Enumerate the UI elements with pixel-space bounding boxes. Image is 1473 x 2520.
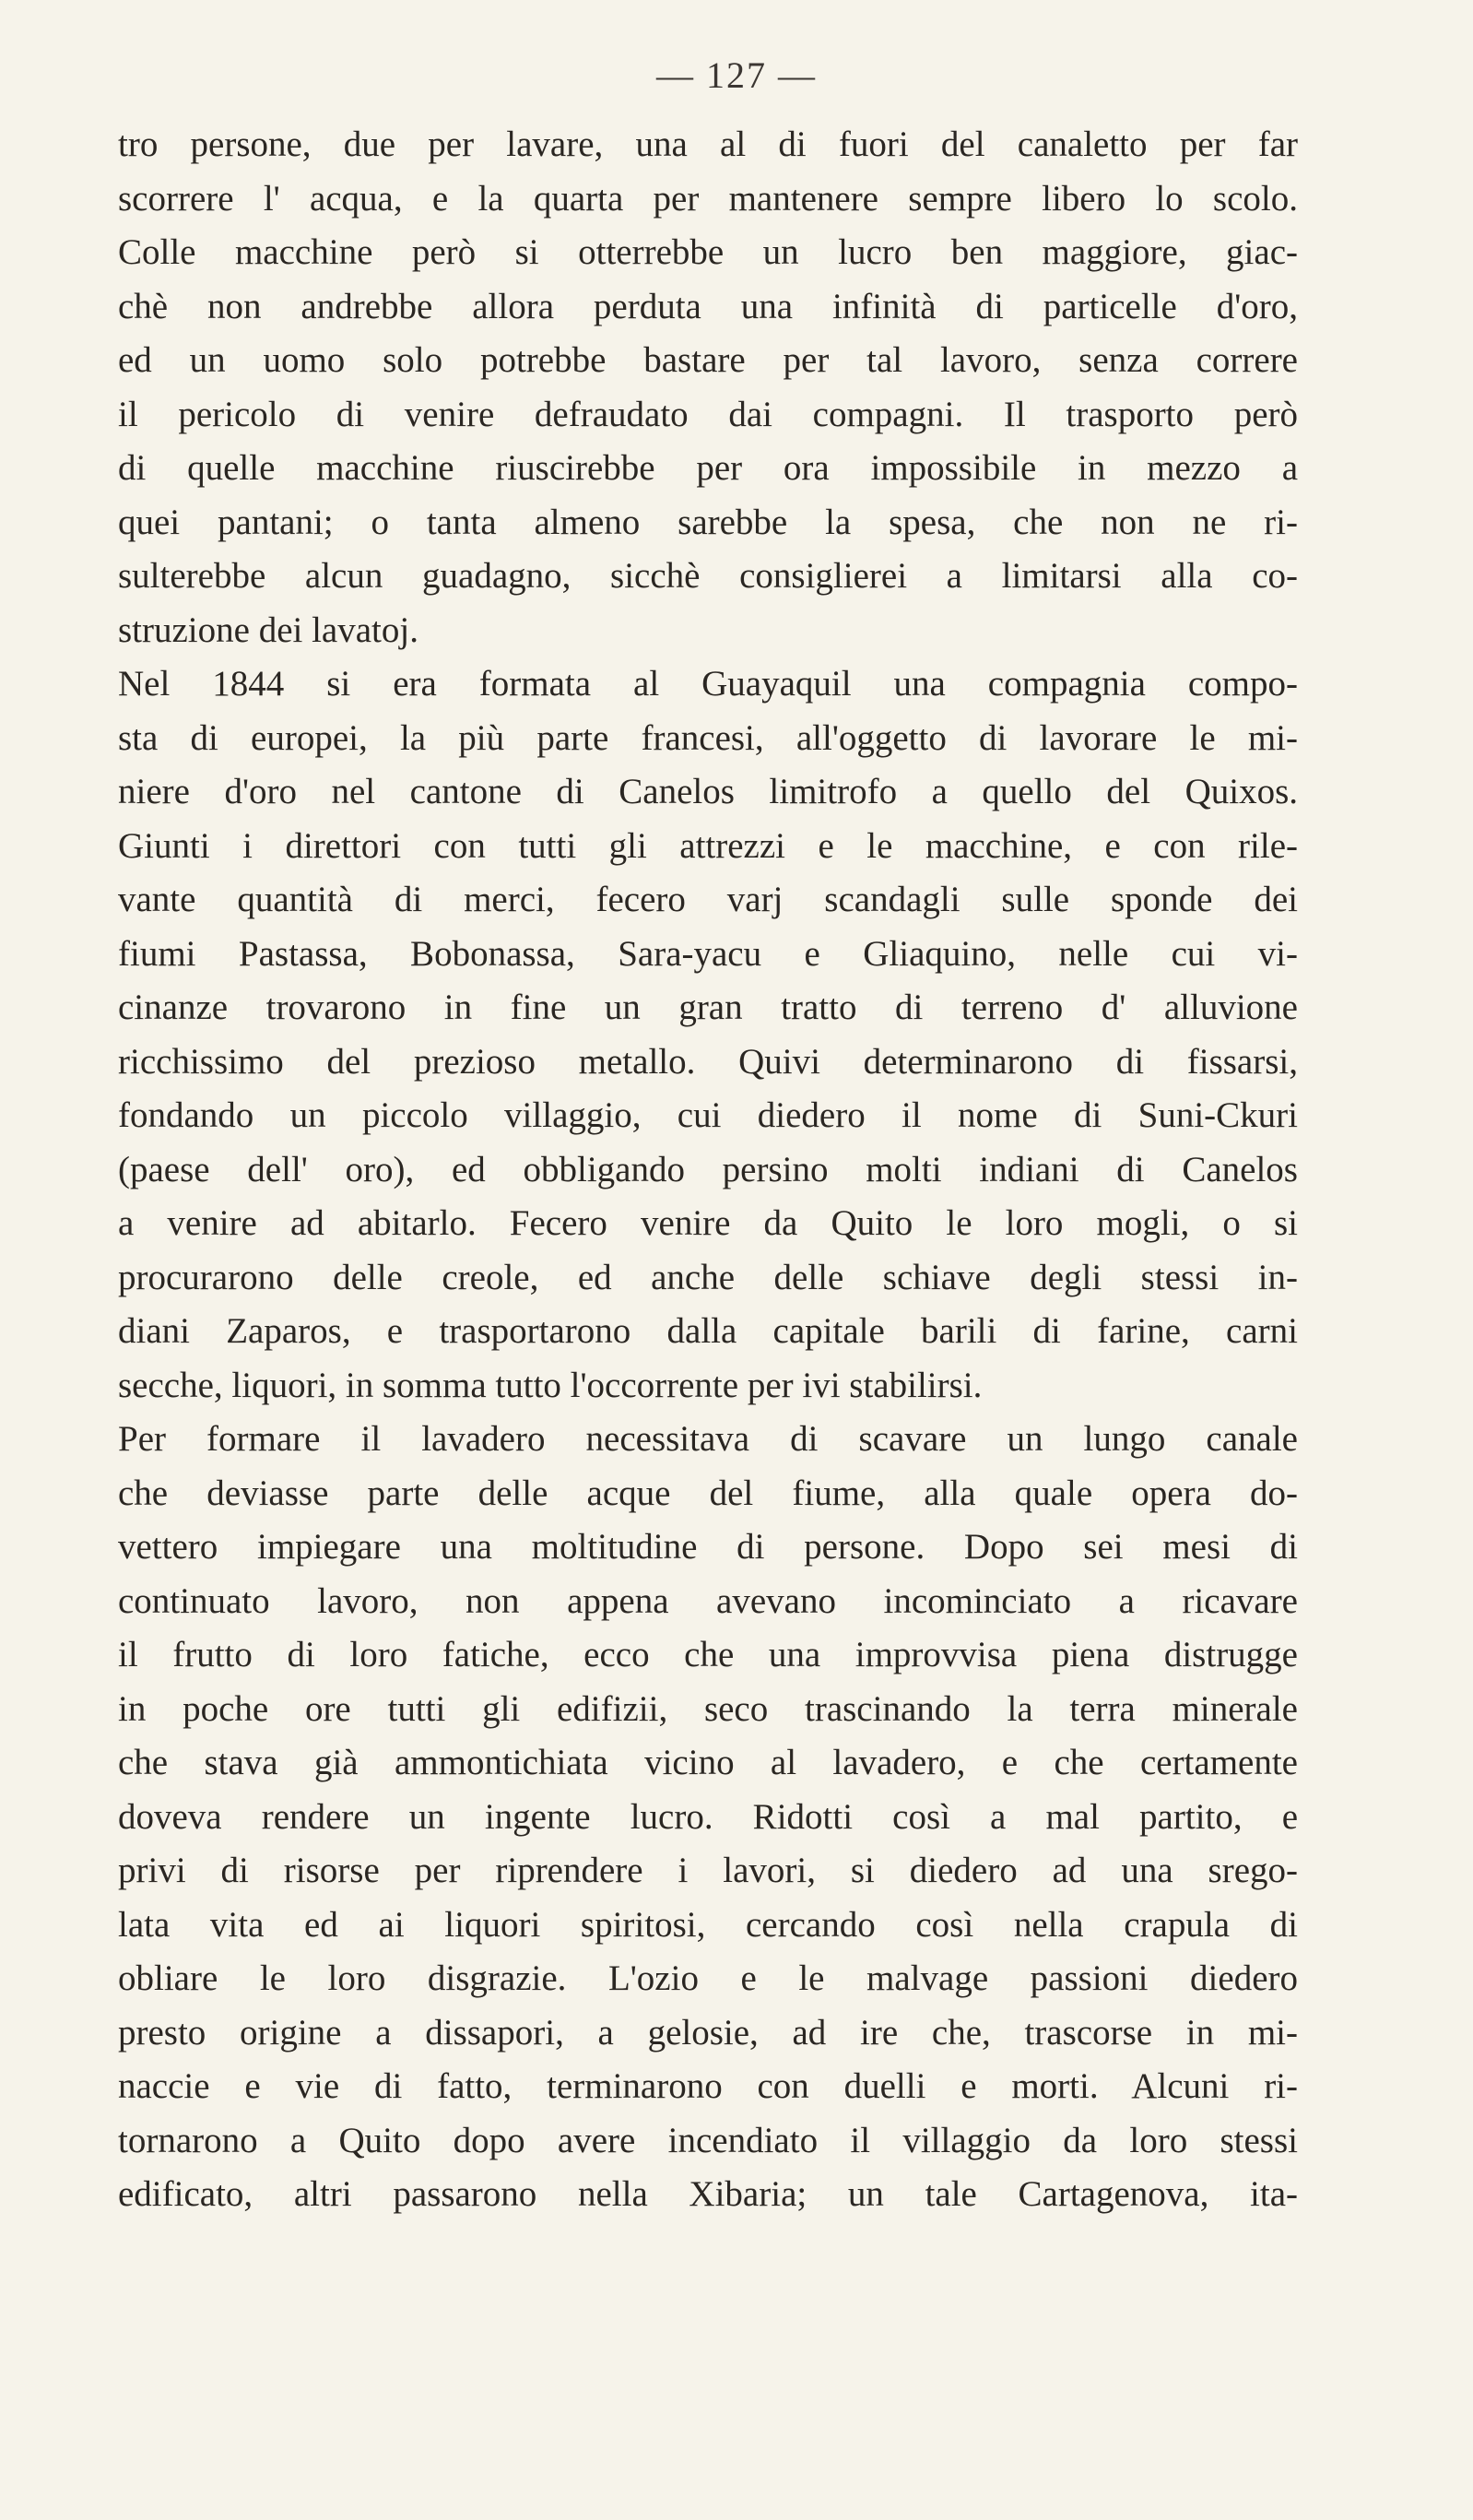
text-line: edificato, altri passarono nella Xibaria; un tale Cartagenova, ita- xyxy=(118,2174,1298,2214)
text-line: ricchissimo del prezioso metallo. Quivi determinarono di fissarsi, xyxy=(118,1041,1298,1082)
text-line: il pericolo di venire defraudato dai compagni. Il trasporto però xyxy=(118,394,1298,434)
text-line: che deviasse parte delle acque del fiume, alla quale opera do- xyxy=(118,1473,1298,1513)
paragraph-2 xyxy=(118,657,1298,1413)
text-line: fondando un piccolo villaggio, cui diedero il nome di Suni-Ckuri xyxy=(118,1095,1298,1135)
text-line: quei pantani; o tanta almeno sarebbe la spesa, che non ne ri- xyxy=(118,502,1298,542)
text-line: doveva rendere un ingente lucro. Ridotti così a mal partito, e xyxy=(118,1796,1298,1837)
body-text xyxy=(118,118,1298,2222)
text-line: sulterebbe alcun guadagno, sicchè consiglierei a limitarsi alla co- xyxy=(118,556,1298,596)
text-line: ed un uomo solo potrebbe bastare per tal lavoro, senza correre xyxy=(118,340,1298,380)
paragraph-1 xyxy=(118,118,1298,657)
text-line: procurarono delle creole, ed anche delle schiave degli stessi in- xyxy=(118,1257,1298,1297)
paragraph-3 xyxy=(118,1413,1298,2222)
text-line: lata vita ed ai liquori spiritosi, cercando così nella crapula di xyxy=(118,1904,1298,1945)
text-line: secche, liquori, in somma tutto l'occorrente per ivi stabilirsi. xyxy=(118,1365,983,1405)
text-line: a venire ad abitarlo. Fecero venire da Quito le loro mogli, o si xyxy=(118,1203,1298,1243)
text-line: chè non andrebbe allora perduta una infinità di particelle d'oro, xyxy=(118,286,1298,326)
text-line: vante quantità di merci, fecero varj scandagli sulle sponde dei xyxy=(118,880,1298,919)
text-line: vettero impiegare una moltitudine di persone. Dopo sei mesi di xyxy=(118,1527,1298,1567)
text-line: Per formare il lavadero necessitava di scavare un lungo canale xyxy=(118,1419,1298,1459)
text-line: di quelle macchine riuscirebbe per ora impossibile in mezzo a xyxy=(118,448,1298,488)
text-line: struzione dei lavatoj. xyxy=(118,609,418,650)
text-line: tro persone, due per lavare, una al di fuori del canaletto per far xyxy=(118,124,1298,164)
text-line: il frutto di loro fatiche, ecco che una improvvisa piena distrugge xyxy=(118,1635,1298,1674)
text-line: continuato lavoro, non appena avevano incominciato a ricavare xyxy=(118,1580,1298,1621)
text-line: cinanze trovarono in fine un gran tratto di terreno d' alluvione xyxy=(118,988,1298,1027)
text-line: fiumi Pastassa, Bobonassa, Sara-yacu e Gliaquino, nelle cui vi- xyxy=(118,933,1298,974)
page-number: — 127 — xyxy=(656,54,817,96)
text-line: tornarono a Quito dopo avere incendiato il villaggio da loro stessi xyxy=(118,2120,1298,2160)
text-line: Colle macchine però si otterrebbe un lucro ben maggiore, giac- xyxy=(118,232,1298,272)
text-line: obliare le loro disgrazie. L'ozio e le malvage passioni diedero xyxy=(118,1958,1298,1998)
text-line: (paese dell' oro), ed obbligando persino molti indiani di Canelos xyxy=(118,1149,1298,1189)
text-line: presto origine a dissapori, a gelosie, ad ire che, trascorse in mi- xyxy=(118,2012,1298,2053)
text-line: niere d'oro nel cantone di Canelos limitrofo a quello del Quixos. xyxy=(118,772,1298,811)
text-line: Giunti i direttori con tutti gli attrezzi e le macchine, e con rile- xyxy=(118,825,1298,866)
text-line: diani Zaparos, e trasportarono dalla capitale barili di farine, carni xyxy=(118,1311,1298,1351)
text-line: che stava già ammontichiata vicino al lavadero, e che certamente xyxy=(118,1743,1298,1782)
text-line: sta di europei, la più parte francesi, all'oggetto di lavorare le mi- xyxy=(118,717,1298,758)
text-line: privi di risorse per riprendere i lavori, si diedero ad una srego- xyxy=(118,1851,1298,1890)
text-line: in poche ore tutti gli edifizii, seco trascinando la terra minerale xyxy=(118,1688,1298,1729)
text-line: scorrere l' acqua, e la quarta per mantenere sempre libero lo scolo. xyxy=(118,178,1298,219)
text-line: naccie e vie di fatto, terminarono con duelli e morti. Alcuni ri- xyxy=(118,2066,1298,2106)
text-line: Nel 1844 si era formata al Guayaquil una compagnia compo- xyxy=(118,664,1298,704)
